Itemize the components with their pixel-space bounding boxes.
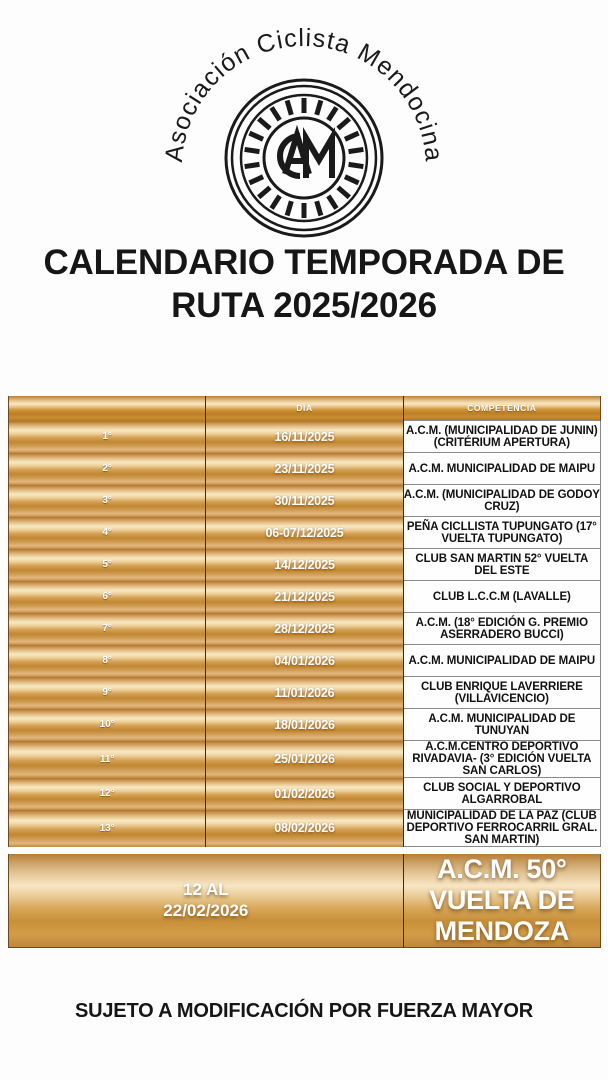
table-row[interactable] [9, 677, 601, 709]
feature-date [9, 854, 404, 948]
title-line-1: CALENDARIO TEMPORADA DE [43, 243, 565, 282]
table-header [9, 396, 601, 421]
table-row[interactable] [9, 613, 601, 645]
table-row[interactable] [9, 421, 601, 453]
row-number: 5° [9, 549, 206, 581]
row-date: 18/01/2026 [206, 709, 403, 741]
row-number: 9° [9, 677, 206, 709]
row-date: 14/12/2025 [206, 549, 403, 581]
row-competition: CLUB SAN MARTIN 52° VUELTA DEL ESTE [403, 549, 600, 581]
calendar-table [8, 396, 601, 948]
header-number [9, 396, 206, 421]
table-row[interactable] [9, 709, 601, 741]
table-row[interactable] [9, 453, 601, 485]
row-number: 8° [9, 645, 206, 677]
row-date: 30/11/2025 [206, 485, 403, 517]
row-date: 11/01/2026 [206, 677, 403, 709]
row-number: 12° [9, 778, 206, 810]
row-date: 23/11/2025 [206, 453, 403, 485]
row-number: 4° [9, 517, 206, 549]
table-row[interactable] [9, 581, 601, 613]
table-row[interactable] [9, 778, 601, 810]
row-date: 04/01/2026 [206, 645, 403, 677]
row-competition: A.C.M. MUNICIPALIDAD DE MAIPU [403, 645, 600, 677]
row-date: 21/12/2025 [206, 581, 403, 613]
feature-row[interactable] [9, 854, 601, 948]
row-competition: PEÑA CICLLISTA TUPUNGATO (17° VUELTA TUPUNGATO) [403, 517, 600, 549]
acm-logo [154, 8, 454, 244]
table-row[interactable] [9, 549, 601, 581]
title-line-2: RUTA 2025/2026 [171, 285, 437, 325]
row-number: 11° [9, 741, 206, 778]
header-dia: DÍA [206, 396, 403, 421]
table-spacer-row [9, 847, 601, 855]
row-competition: A.C.M. MUNICIPALIDAD DE TUNUYAN [403, 709, 600, 741]
spacer-cell [9, 847, 206, 855]
row-competition: CLUB ENRIQUE LAVERRIERE (VILLAVICENCIO) [403, 677, 600, 709]
row-date: 28/12/2025 [206, 613, 403, 645]
row-date: 08/02/2026 [206, 810, 403, 847]
row-competition: CLUB SOCIAL Y DEPORTIVO ALGARROBAL [403, 778, 600, 810]
row-competition: A.C.M.CENTRO DEPORTIVO RIVADAVIA- (3° EDICIÓN VUELTA SAN CARLOS) [403, 741, 600, 778]
row-number: 10° [9, 709, 206, 741]
row-date: 25/01/2026 [206, 741, 403, 778]
table-row[interactable] [9, 645, 601, 677]
table-row[interactable] [9, 741, 601, 778]
row-date: 06-07/12/2025 [206, 517, 403, 549]
spacer-cell [206, 847, 403, 855]
row-competition: A.C.M. MUNICIPALIDAD DE MAIPU [403, 453, 600, 485]
row-number: 7° [9, 613, 206, 645]
page-title [0, 242, 608, 327]
row-number: 1° [9, 421, 206, 453]
table-header-row [9, 396, 601, 421]
row-competition: A.C.M. (MUNICIPALIDAD DE GODOY CRUZ) [403, 485, 600, 517]
feature-date-line-2: 22/02/2026 [163, 900, 249, 920]
calendar-table-container [8, 396, 601, 948]
logo-monogram [280, 135, 332, 178]
footer-note: SUJETO A MODIFICACIÓN POR FUERZA MAYOR [75, 1000, 533, 1022]
header-competencia: COMPETENCIA [403, 396, 600, 421]
table-row[interactable] [9, 810, 601, 847]
row-number: 2° [9, 453, 206, 485]
row-number: 3° [9, 485, 206, 517]
row-number: 13° [9, 810, 206, 847]
row-competition: A.C.M. (18° EDICIÓN G. PREMIO ASERRADERO BUCCI) [403, 613, 600, 645]
feature-date-line-1: 12 AL [182, 879, 229, 899]
logo-container [0, 0, 608, 248]
row-competition: MUNICIPALIDAD DE LA PAZ (CLUB DEPORTIVO FERROCARRIL GRAL. SAN MARTIN) [403, 810, 600, 847]
row-competition: CLUB L.C.C.M (LAVALLE) [403, 581, 600, 613]
row-date: 16/11/2025 [206, 421, 403, 453]
table-row[interactable] [9, 485, 601, 517]
feature-title: A.C.M. 50° VUELTA DE MENDOZA [403, 854, 600, 948]
row-number: 6° [9, 581, 206, 613]
row-date: 01/02/2026 [206, 778, 403, 810]
table-row[interactable] [9, 517, 601, 549]
row-competition: A.C.M. (MUNICIPALIDAD DE JUNIN) (CRITÉRIUM APERTURA) [403, 421, 600, 453]
table-body [9, 421, 601, 948]
logo-arc-text: Asociación Ciclista Mendocina [159, 23, 449, 164]
spacer-cell [403, 847, 600, 855]
